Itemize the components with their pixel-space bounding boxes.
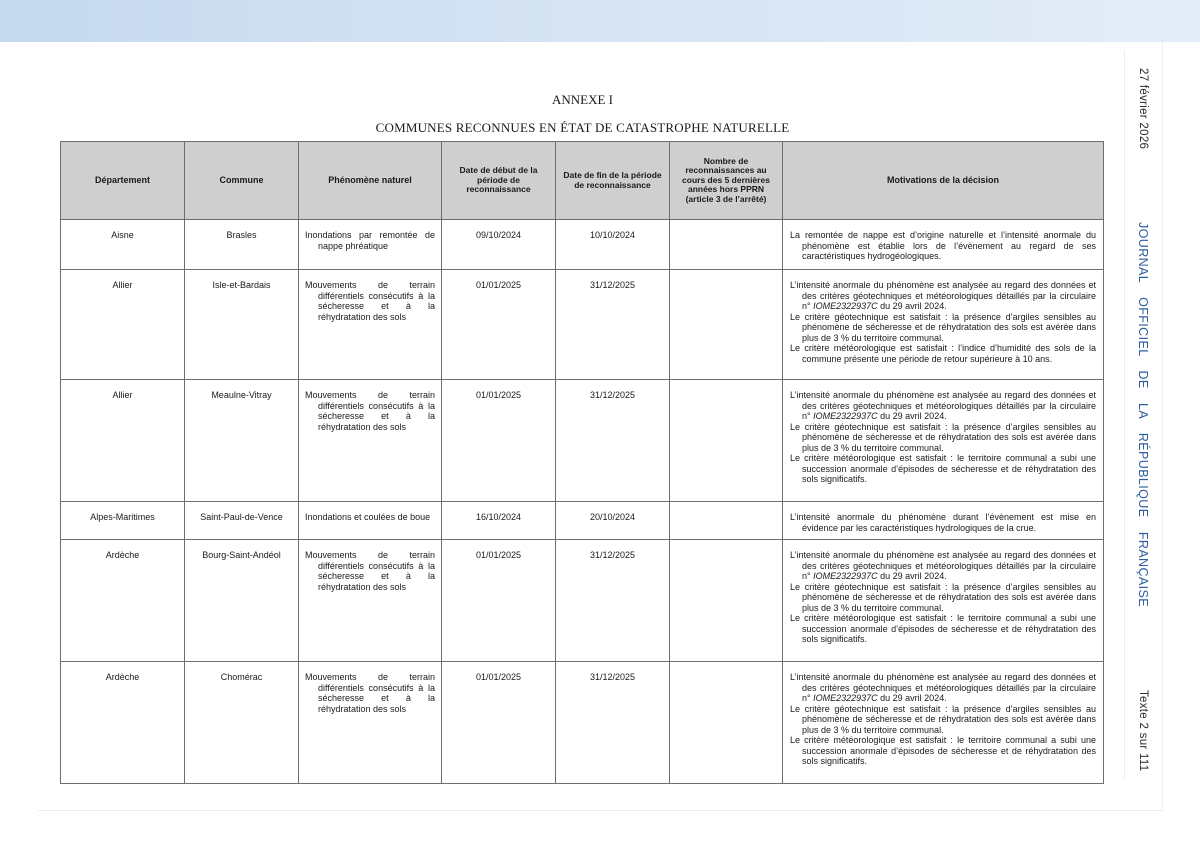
cell-nombre: [670, 270, 783, 380]
phenomene-text: Inondations par remontée de nappe phréatique: [305, 230, 435, 251]
table-row: [61, 380, 1104, 502]
motivation-paragraph: [790, 550, 1096, 582]
cell-motivation: [783, 380, 1104, 502]
top-header-band: [0, 0, 1200, 42]
cell-commune: Bourg-Saint-Andéol: [185, 540, 299, 662]
cell-date-debut: 09/10/2024: [442, 220, 556, 270]
header-nombre-reconnaissances: Nombre de reconnaissances au cours des 5 dernières années hors PPRN (article 3 de l’arrêté): [670, 142, 783, 220]
cell-date-debut: 16/10/2024: [442, 502, 556, 540]
cell-nombre: [670, 220, 783, 270]
motivation-paragraph: Le critère géotechnique est satisfait : la présence d’argiles sensibles au phénomène de sécheresse et de réhydratation des sols est avérée dans plus de 3 % du territoire communal.: [790, 703, 1096, 735]
table-row: [61, 662, 1104, 784]
phenomene-text: Mouvements de terrain différentiels consécutifs à la sécheresse et à la réhydratation des sols: [305, 672, 435, 714]
communes-table: [60, 141, 1104, 784]
motivation-paragraph: L’intensité anormale du phénomène durant l’évènement est mise en évidence par les caractéristiques hydrologiques de la crue.: [790, 512, 1096, 533]
header-commune: Commune: [185, 142, 299, 220]
cell-motivation: [783, 662, 1104, 784]
motivation-paragraph: Le critère météorologique est satisfait : le territoire communal a subi une succession anormale d’épisodes de sécheresse et de réhydratation des sols significatifs.: [790, 613, 1096, 644]
header-phenomene: Phénomène naturel: [299, 142, 442, 220]
header-motivations: Motivations de la décision: [783, 142, 1104, 220]
header-date-fin: Date de fin de la période de reconnaissance: [556, 142, 670, 220]
journal-title: JOURNAL OFFICIEL DE LA RÉPUBLIQUE FRANÇAISE: [1136, 222, 1150, 607]
phenomene-text: Mouvements de terrain différentiels consécutifs à la sécheresse et à la réhydratation des sols: [305, 280, 435, 322]
cell-date-fin: 31/12/2025: [556, 540, 670, 662]
cell-date-fin: 31/12/2025: [556, 662, 670, 784]
annex-subtitle: COMMUNES RECONNUES EN ÉTAT DE CATASTROPHE NATURELLE: [375, 120, 790, 135]
motivation-text: L’intensité anormale du phénomène est analysée au regard des données et des critères géotechniques et météorologiques détaillés par la circulaire n°: [790, 550, 1096, 581]
table-row: [61, 540, 1104, 662]
circular-reference: IOME2322937C: [813, 411, 878, 421]
cell-nombre: [670, 380, 783, 502]
publication-date: 27 février 2026: [1137, 68, 1149, 150]
cell-motivation: [783, 220, 1104, 270]
circular-reference: IOME2322937C: [813, 301, 878, 311]
motivation-paragraph: La remontée de nappe est d’origine naturelle et l’intensité anormale du phénomène est établie lors de l’évènement au regard de ses caractéristiques hydrogéologiques.: [790, 230, 1096, 261]
cell-date-debut: 01/01/2025: [442, 540, 556, 662]
cell-commune: Saint-Paul-de-Vence: [185, 502, 299, 540]
cell-departement: Allier: [61, 270, 185, 380]
table-row: [61, 270, 1104, 380]
cell-motivation: [783, 540, 1104, 662]
motivation-text: L’intensité anormale du phénomène est analysée au regard des données et des critères géotechniques et météorologiques détaillés par la circulaire n°: [790, 280, 1096, 311]
circular-reference: IOME2322937C: [813, 571, 878, 581]
motivation-paragraph: Le critère météorologique est satisfait : le territoire communal a subi une succession anormale d’épisodes de sécheresse et de réhydratation des sols significatifs.: [790, 735, 1096, 766]
motivation-paragraph: [790, 390, 1096, 422]
cell-phenomene: [299, 540, 442, 662]
motivation-text: du 29 avril 2024.: [877, 571, 947, 581]
cell-date-fin: 31/12/2025: [556, 270, 670, 380]
motivation-text: L’intensité anormale du phénomène est analysée au regard des données et des critères géotechniques et météorologiques détaillés par la circulaire n°: [790, 390, 1096, 421]
phenomene-text: Mouvements de terrain différentiels consécutifs à la sécheresse et à la réhydratation des sols: [305, 390, 435, 432]
cell-phenomene: [299, 220, 442, 270]
cell-phenomene: [299, 502, 442, 540]
cell-departement: Alpes-Maritimes: [61, 502, 185, 540]
cell-date-debut: 01/01/2025: [442, 662, 556, 784]
motivation-paragraph: [790, 280, 1096, 312]
motivation-paragraph: Le critère météorologique est satisfait : le territoire communal a subi une succession anormale d’épisodes de sécheresse et de réhydratation des sols significatifs.: [790, 453, 1096, 484]
cell-nombre: [670, 502, 783, 540]
table-header-row: [61, 142, 1104, 220]
motivation-paragraph: Le critère géotechnique est satisfait : la présence d’argiles sensibles au phénomène de sécheresse et de réhydratation des sols est avérée dans plus de 3 % du territoire communal.: [790, 421, 1096, 453]
cell-phenomene: [299, 662, 442, 784]
cell-phenomene: [299, 380, 442, 502]
motivation-paragraph: Le critère météorologique est satisfait : l’indice d’humidité des sols de la commune présente une période de retour supérieure à 10 ans.: [790, 343, 1096, 364]
cell-departement: Ardèche: [61, 540, 185, 662]
motivation-text: du 29 avril 2024.: [877, 411, 947, 421]
cell-departement: Aisne: [61, 220, 185, 270]
motivation-paragraph: [790, 672, 1096, 704]
phenomene-text: Inondations et coulées de boue: [305, 512, 431, 522]
table-row: [61, 502, 1104, 540]
cell-date-debut: 01/01/2025: [442, 380, 556, 502]
cell-date-fin: 10/10/2024: [556, 220, 670, 270]
cell-commune: Chomérac: [185, 662, 299, 784]
cell-departement: Allier: [61, 380, 185, 502]
cell-nombre: [670, 662, 783, 784]
cell-date-fin: 20/10/2024: [556, 502, 670, 540]
cell-motivation: [783, 270, 1104, 380]
side-rule: [1124, 50, 1125, 780]
cell-departement: Ardèche: [61, 662, 185, 784]
cell-motivation: [783, 502, 1104, 540]
motivation-text: du 29 avril 2024.: [877, 693, 947, 703]
cell-commune: Meaulne-Vitray: [185, 380, 299, 502]
header-departement: Département: [61, 142, 185, 220]
cell-phenomene: [299, 270, 442, 380]
cell-commune: Brasles: [185, 220, 299, 270]
table-row: [61, 220, 1104, 270]
cell-nombre: [670, 540, 783, 662]
cell-commune: Isle-et-Bardais: [185, 270, 299, 380]
motivation-paragraph: Le critère géotechnique est satisfait : la présence d’argiles sensibles au phénomène de sécheresse et de réhydratation des sols est avérée dans plus de 3 % du territoire communal.: [790, 581, 1096, 613]
phenomene-text: Mouvements de terrain différentiels consécutifs à la sécheresse et à la réhydratation des sols: [305, 550, 435, 592]
header-date-debut: Date de début de la période de reconnaissance: [442, 142, 556, 220]
circular-reference: IOME2322937C: [813, 693, 878, 703]
motivation-text: du 29 avril 2024.: [877, 301, 947, 311]
annex-title: ANNEXE I: [551, 92, 613, 107]
cell-date-fin: 31/12/2025: [556, 380, 670, 502]
motivation-paragraph: Le critère géotechnique est satisfait : la présence d’argiles sensibles au phénomène de sécheresse et de réhydratation des sols est avérée dans plus de 3 % du territoire communal.: [790, 311, 1096, 343]
motivation-text: L’intensité anormale du phénomène est analysée au regard des données et des critères géotechniques et météorologiques détaillés par la circulaire n°: [790, 672, 1096, 703]
page-indicator: Texte 2 sur 111: [1137, 690, 1149, 772]
cell-date-debut: 01/01/2025: [442, 270, 556, 380]
